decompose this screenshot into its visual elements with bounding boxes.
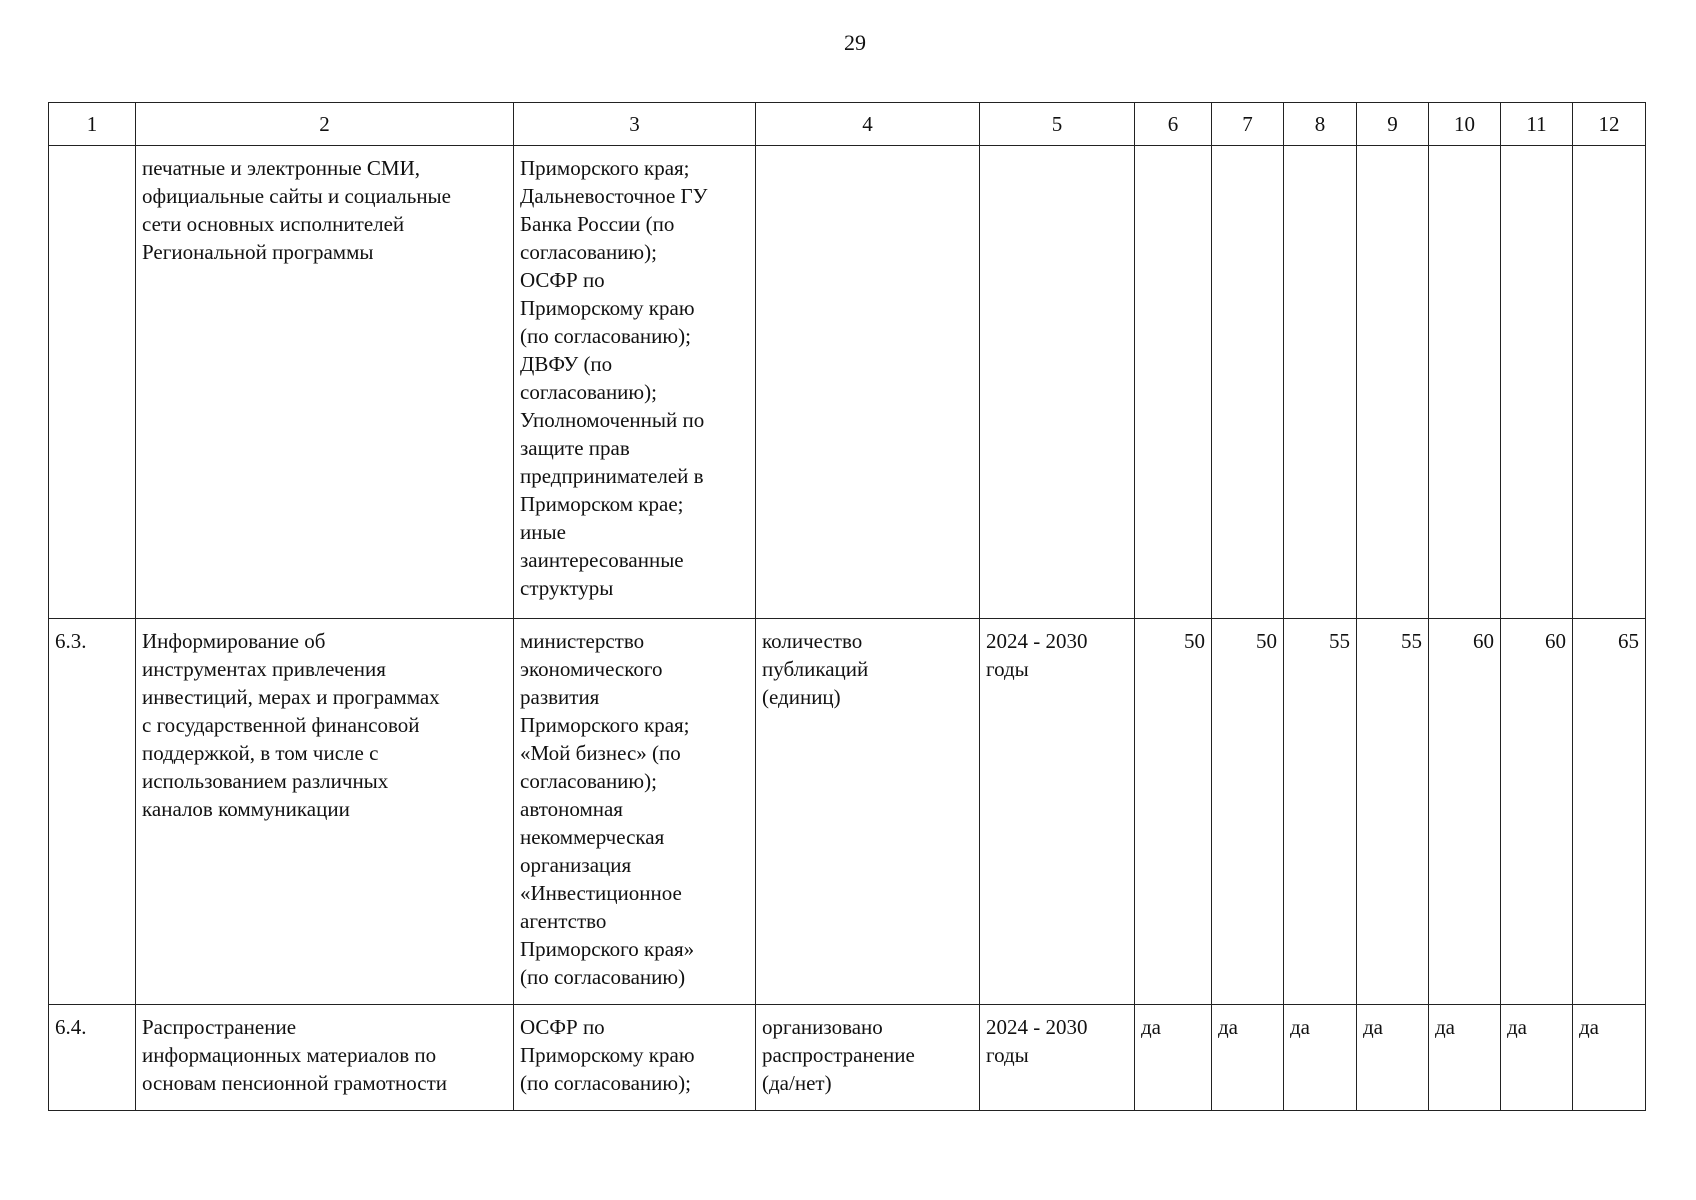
value-cell: да [1212, 1005, 1284, 1111]
value-cell: да [1357, 1005, 1429, 1111]
column-number: 11 [1501, 103, 1573, 146]
period: 2024 - 2030 годы [980, 1005, 1135, 1111]
value-cell: да [1284, 1005, 1357, 1111]
item-number: 6.4. [49, 1005, 136, 1111]
value-cell: да [1429, 1005, 1501, 1111]
value-cell [1135, 146, 1212, 619]
column-number: 5 [980, 103, 1135, 146]
executors: ОСФР по Приморскому краю (по согласованию); [514, 1005, 756, 1111]
column-number: 4 [756, 103, 980, 146]
measure-name: печатные и электронные СМИ, официальные сайты и социальные сети основных исполнителей Региональной программы [136, 146, 514, 619]
column-number: 7 [1212, 103, 1284, 146]
value-cell: 55 [1357, 619, 1429, 1005]
value-cell: да [1501, 1005, 1573, 1111]
indicator [756, 146, 980, 619]
value-cell [1573, 146, 1646, 619]
value-cell: 60 [1501, 619, 1573, 1005]
item-number [49, 146, 136, 619]
item-number: 6.3. [49, 619, 136, 1005]
column-number-row [49, 103, 1646, 146]
page-number: 29 [844, 30, 866, 55]
value-cell [1357, 146, 1429, 619]
column-number: 6 [1135, 103, 1212, 146]
value-cell [1429, 146, 1501, 619]
measure-name: Распространение информационных материалов по основам пенсионной грамотности [136, 1005, 514, 1111]
period: 2024 - 2030 годы [980, 619, 1135, 1005]
value-cell [1212, 146, 1284, 619]
period [980, 146, 1135, 619]
value-cell: 60 [1429, 619, 1501, 1005]
column-number: 3 [514, 103, 756, 146]
value-cell: 50 [1212, 619, 1284, 1005]
indicator: организовано распространение (да/нет) [756, 1005, 980, 1111]
measures-table [48, 102, 1646, 1111]
value-cell: 65 [1573, 619, 1646, 1005]
indicator: количество публикаций (единиц) [756, 619, 980, 1005]
executors: министерство экономического развития Приморского края; «Мой бизнес» (по согласованию); автономная некоммерческая организация «Инвестиционное агентство Приморского края» (по согласованию) [514, 619, 756, 1005]
value-cell: 55 [1284, 619, 1357, 1005]
executors: Приморского края; Дальневосточное ГУ Банка России (по согласованию); ОСФР по Приморскому краю (по согласованию); ДВФУ (по согласованию); Уполномоченный по защите прав предпринимателей в Приморском крае; иные заинтересованные структуры [514, 146, 756, 619]
value-cell [1284, 146, 1357, 619]
value-cell: 50 [1135, 619, 1212, 1005]
measure-name: Информирование об инструментах привлечения инвестиций, мерах и программах с государственной финансовой поддержкой, в том числе с использованием различных каналов коммуникации [136, 619, 514, 1005]
value-cell: да [1573, 1005, 1646, 1111]
column-number: 8 [1284, 103, 1357, 146]
column-number: 9 [1357, 103, 1429, 146]
table-row [49, 1005, 1646, 1111]
value-cell: да [1135, 1005, 1212, 1111]
column-number: 2 [136, 103, 514, 146]
column-number: 10 [1429, 103, 1501, 146]
table-row [49, 619, 1646, 1005]
value-cell [1501, 146, 1573, 619]
column-number: 1 [49, 103, 136, 146]
column-number: 12 [1573, 103, 1646, 146]
table-row [49, 146, 1646, 619]
